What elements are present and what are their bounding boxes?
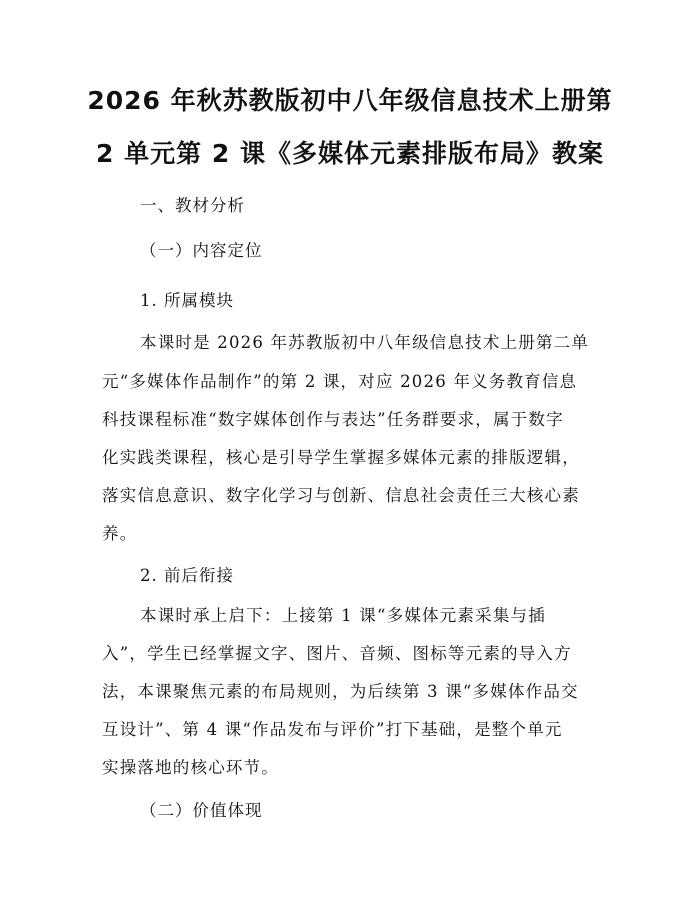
document-title-line-1: 2026 年秋苏教版初中八年级信息技术上册第 [87,86,613,115]
item-heading-connection: 2. 前后衔接 [140,566,234,585]
subsection-heading-content-positioning: （一）内容定位 [140,241,263,260]
paragraph-line: 落实信息意识、数字化学习与创新、信息社会责任三大核心素 [102,486,580,505]
paragraph-line: 本课时是 2026 年苏教版初中八年级信息技术上册第二单 [140,333,590,352]
paragraph-line: 本课时承上启下：上接第 1 课“多媒体元素采集与插 [140,606,546,625]
document-title-line-2: 2 单元第 2 课《多媒体元素排版布局》教案 [96,139,604,168]
paragraph-line: 法，本课聚焦元素的布局规则，为后续第 3 课“多媒体作品交 [102,682,579,701]
item-heading-module: 1. 所属模块 [140,291,234,310]
paragraph-line: 元“多媒体作品制作”的第 2 课，对应 2026 年义务教育信息 [102,372,578,391]
paragraph-line: 科技课程标准“数字媒体创作与表达”任务群要求，属于数字 [102,410,564,429]
paragraph-line: 实操落地的核心环节。 [102,758,279,777]
subsection-heading-value: （二）价值体现 [140,801,263,820]
paragraph-line: 养。 [102,524,138,543]
paragraph-line: 入”，学生已经掌握文字、图片、音频、图标等元素的导入方 [102,644,572,663]
section-heading-textbook-analysis: 一、教材分析 [140,196,245,215]
paragraph-line: 互设计”、第 4 课“作品发布与评价”打下基础，是整个单元 [102,720,563,739]
paragraph-line: 化实践类课程，核心是引导学生掌握多媒体元素的排版逻辑， [102,448,580,467]
